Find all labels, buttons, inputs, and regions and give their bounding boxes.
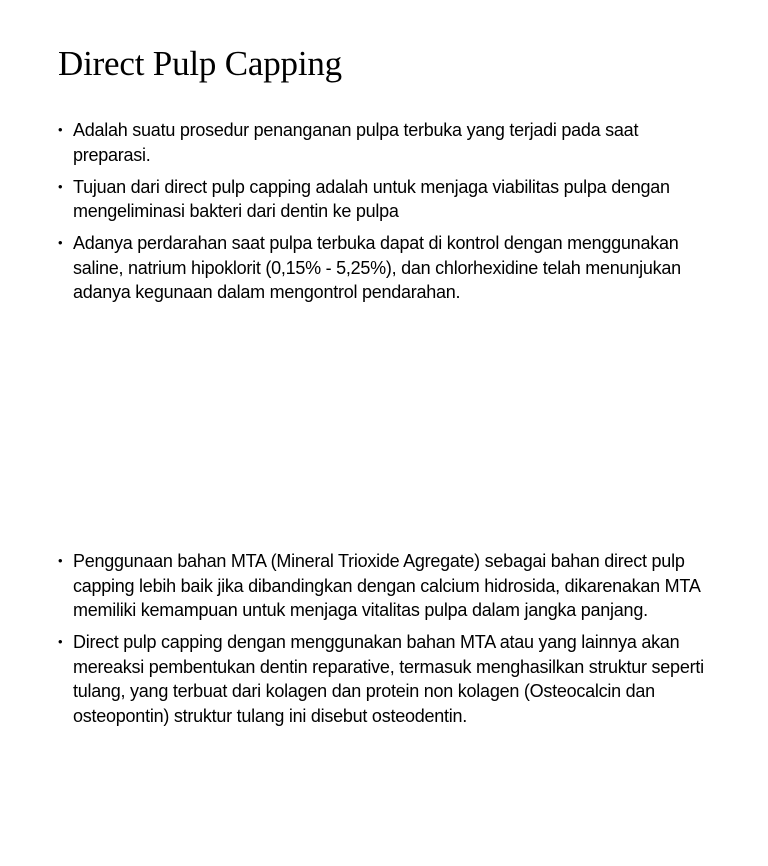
bullet-icon: • bbox=[58, 235, 63, 250]
bullet-text: Direct pulp capping dengan menggunakan bahan MTA atau yang lainnya akan mereaksi pembentukan dentin reparative, termasuk menghasilkan struktur seperti tulang, yang terbuat dari kolagen dan protein non kolagen (Osteocalcin dan osteopontin) struktur tulang ini disebut osteodentin. bbox=[73, 632, 704, 726]
bullet-icon: • bbox=[58, 634, 63, 649]
bullet-text: Penggunaan bahan MTA (Mineral Trioxide Agregate) sebagai bahan direct pulp capping lebih baik jika dibandingkan dengan calcium hidrosida, dikarenakan MTA memiliki kemampuan untuk menjaga vitalitas pulpa dalam jangka panjang. bbox=[73, 551, 700, 620]
bullet-icon: • bbox=[58, 553, 63, 568]
bottom-bullet-list bbox=[56, 549, 716, 736]
bullet-item bbox=[56, 175, 716, 224]
top-bullet-list bbox=[56, 118, 716, 312]
bullet-item bbox=[56, 231, 716, 305]
bullet-text: Adanya perdarahan saat pulpa terbuka dapat di kontrol dengan menggunakan saline, natrium hipoklorit (0,15% - 5,25%), dan chlorhexidine telah menunjukan adanya kegunaan dalam mengontrol pendarahan. bbox=[73, 233, 681, 302]
bullet-item bbox=[56, 118, 716, 167]
slide-title: Direct Pulp Capping bbox=[58, 44, 342, 83]
bullet-item bbox=[56, 630, 716, 728]
bullet-item bbox=[56, 549, 716, 623]
bullet-icon: • bbox=[58, 178, 63, 194]
bullet-text: Tujuan dari direct pulp capping adalah untuk menjaga viabilitas pulpa dengan mengeliminasi bakteri dari dentin ke pulpa bbox=[73, 176, 670, 221]
bullet-text: Adalah suatu prosedur penanganan pulpa terbuka yang terjadi pada saat preparasi. bbox=[73, 120, 639, 165]
bullet-icon: • bbox=[58, 122, 63, 137]
